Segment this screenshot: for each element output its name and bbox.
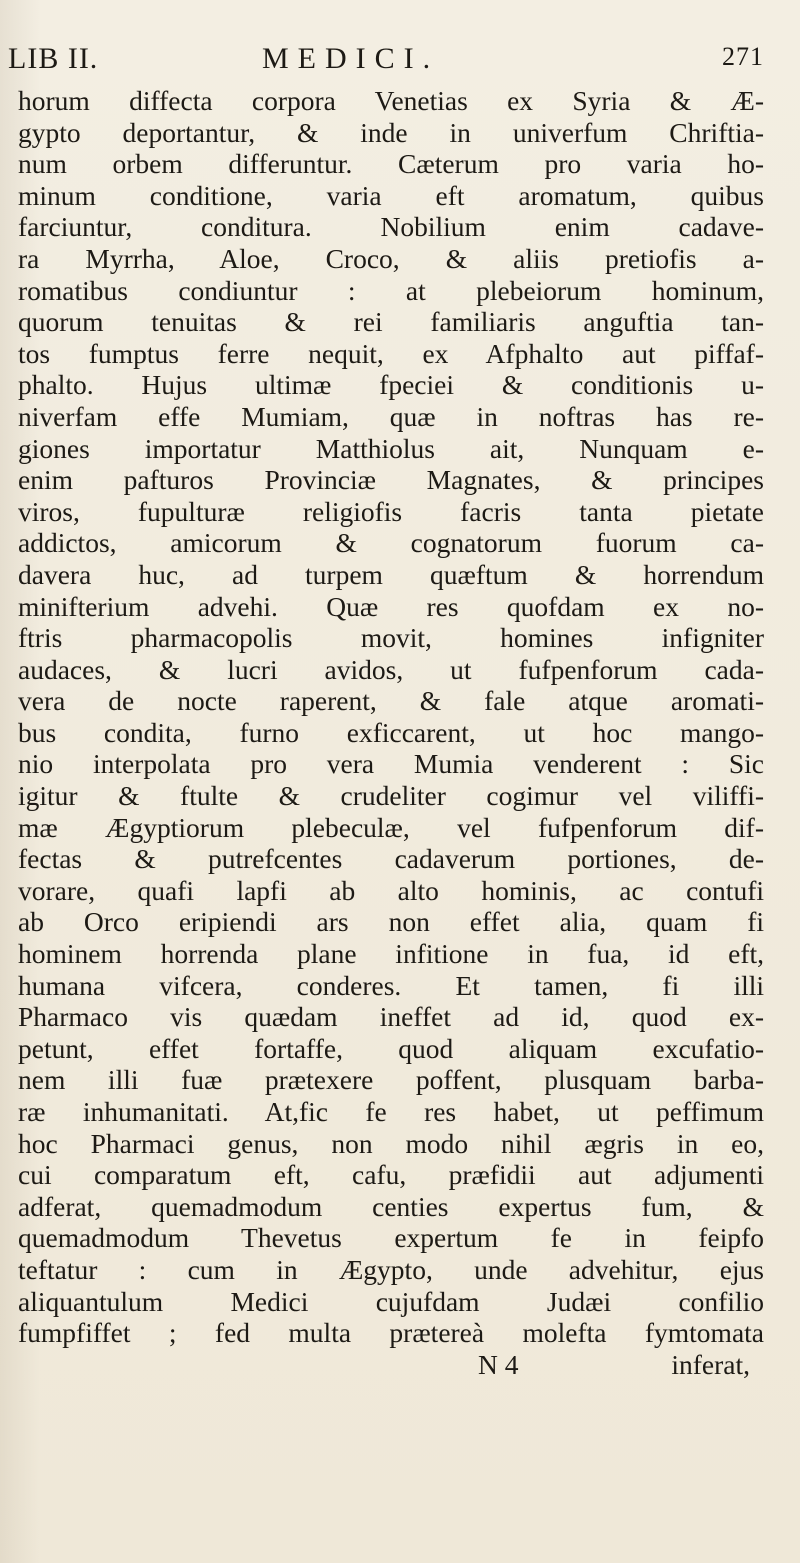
text-line: audaces, & lucri avidos, ut fufpenforum cada- bbox=[18, 653, 764, 685]
text-line: niverfam effe Mumiam, quæ in noftras has re- bbox=[18, 400, 764, 432]
text-line: giones importatur Matthiolus ait, Nunquam e- bbox=[18, 432, 764, 464]
text-line: mæ Ægyptiorum plebeculæ, vel fufpenforum dif- bbox=[18, 811, 764, 843]
text-line: quorum tenuitas & rei familiaris anguftia tan- bbox=[18, 306, 764, 338]
text-line: num orbem differuntur. Cæterum pro varia ho- bbox=[18, 148, 764, 180]
text-line: bus condita, furno exficcarent, ut hoc mango- bbox=[18, 716, 764, 748]
text-line: aliquantulum Medici cujufdam Judæi confilio bbox=[18, 1285, 764, 1317]
book-number: LIB II. bbox=[8, 42, 99, 75]
text-line: romatibus condiuntur : at plebeiorum hominum, bbox=[18, 274, 764, 306]
text-line: viros, fupulturæ religiofis facris tanta pietate bbox=[18, 495, 764, 527]
body-text bbox=[18, 85, 764, 1385]
text-line: cui comparatum eft, cafu, præfidii aut adjumenti bbox=[18, 1159, 764, 1191]
catchword: inferat, bbox=[671, 1348, 750, 1380]
text-line: davera huc, ad turpem quæftum & horrendum bbox=[18, 558, 764, 590]
text-line: igitur & ftulte & crudeliter cogimur vel viliffi- bbox=[18, 780, 764, 812]
text-line: adferat, quemadmodum centies expertus fum, & bbox=[18, 1190, 764, 1222]
running-title: MEDICI. bbox=[262, 42, 440, 75]
text-line: vera de nocte raperent, & fale atque aromati- bbox=[18, 685, 764, 717]
text-line: enim pafturos Provinciæ Magnates, & principes bbox=[18, 464, 764, 496]
text-line: minifterium advehi. Quæ res quofdam ex no- bbox=[18, 590, 764, 622]
text-line: fectas & putrefcentes cadaverum portiones, de- bbox=[18, 843, 764, 875]
page-footer bbox=[18, 1349, 764, 1385]
text-line: nem illi fuæ prætexere poffent, plusquam barba- bbox=[18, 1064, 764, 1096]
running-head bbox=[8, 42, 764, 78]
text-line: hominem horrenda plane infitione in fua, id eft, bbox=[18, 938, 764, 970]
text-line: quemadmodum Thevetus expertum fe in feipfo bbox=[18, 1222, 764, 1254]
text-line: humana vifcera, conderes. Et tamen, fi illi bbox=[18, 969, 764, 1001]
text-line: vorare, quafi lapfi ab alto hominis, ac contufi bbox=[18, 874, 764, 906]
text-line: fumpfiffet ; fed multa prætereà molefta fymtomata bbox=[18, 1317, 764, 1349]
text-line: nio interpolata pro vera Mumia venderent : Sic bbox=[18, 748, 764, 780]
text-line: ræ inhumanitati. At,fic fe res habet, ut peffimum bbox=[18, 1096, 764, 1127]
text-line: Pharmaco vis quædam ineffet ad id, quod ex- bbox=[18, 1001, 764, 1033]
text-line: teftatur : cum in Ægypto, unde advehitur, ejus bbox=[18, 1253, 764, 1285]
text-line: farciuntur, conditura. Nobilium enim cadave- bbox=[18, 211, 764, 243]
text-line: hoc Pharmaci genus, non modo nihil ægris in eo, bbox=[18, 1127, 764, 1159]
text-line: tos fumptus ferre nequit, ex Afphalto aut piffaf- bbox=[18, 337, 764, 369]
page-number: 271 bbox=[722, 42, 764, 71]
text-line: ab Orco eripiendi ars non effet alia, quam fi bbox=[18, 906, 764, 938]
text-line: ftris pharmacopolis movit, homines infigniter bbox=[18, 622, 764, 654]
text-line: petunt, effet fortaffe, quod aliquam excufatio- bbox=[18, 1032, 764, 1064]
text-line: phalto. Hujus ultimæ fpeciei & conditionis u- bbox=[18, 369, 764, 401]
text-line: horum diffecta corpora Venetias ex Syria & Æ- bbox=[18, 85, 764, 116]
text-line: ra Myrrha, Aloe, Croco, & aliis pretiofis a- bbox=[18, 242, 764, 274]
text-line: gypto deportantur, & inde in univerfum Chriftia- bbox=[18, 116, 764, 148]
text-line: minum conditione, varia eft aromatum, quibus bbox=[18, 179, 764, 211]
text-line: addictos, amicorum & cognatorum fuorum ca- bbox=[18, 527, 764, 559]
signature-mark: N 4 bbox=[478, 1348, 519, 1380]
